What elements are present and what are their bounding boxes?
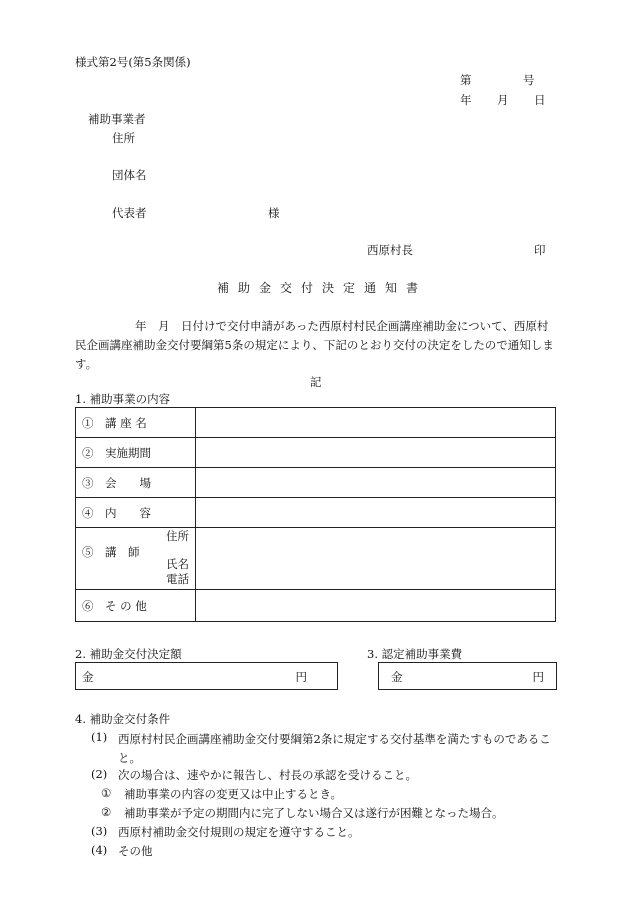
condition-2b-no: ② [101, 805, 112, 819]
row-label-period: ② 実施期間 [76, 438, 196, 468]
document-title: 補助金交付決定通知書 [217, 281, 428, 295]
condition-2a-no: ① [101, 786, 112, 800]
grant-amount-unit: 円 [295, 670, 307, 684]
recipient-address-label: 住所 [112, 131, 135, 145]
row-label-lecturer: ⑤ 講 師 [82, 544, 140, 559]
project-content-table [75, 407, 556, 622]
lecturer-sub-address: 住所 [166, 528, 189, 543]
grant-amount-prefix: 金 [82, 670, 94, 684]
table-row [76, 468, 556, 498]
condition-3-no: (3) [91, 824, 108, 838]
recipient-rep-label: 代表者 [112, 206, 147, 220]
table-row [76, 590, 556, 622]
doc-no-go: 号 [523, 73, 535, 87]
lecturer-sub-phone: 電話 [166, 571, 189, 586]
body-paragraph: 年 月 日付けで交付申請があった西原村村民企画講座補助金について、西原村民企画講座補助金交付要綱第5条の規定により、下記のとおり交付の決定をしたので通知します。 [75, 319, 554, 371]
project-cost-box[interactable] [378, 662, 557, 690]
form-number: 様式第2号(第5条関係) [75, 55, 191, 69]
issuer-name: 西原村長 [367, 243, 413, 257]
course-name-field[interactable] [196, 408, 556, 438]
table-row [76, 408, 556, 438]
project-cost-prefix: 金 [391, 670, 403, 684]
date-day: 日 [534, 93, 546, 107]
condition-2a-text: 補助事業の内容の変更又は中止するとき。 [124, 787, 343, 801]
ki-mark: 記 [310, 375, 322, 389]
section1-heading: 1. 補助事業の内容 [75, 392, 171, 406]
date-year: 年 [460, 93, 472, 107]
doc-no-dai: 第 [460, 73, 472, 87]
table-row [76, 498, 556, 528]
period-field[interactable] [196, 438, 556, 468]
section4-heading: 4. 補助金交付条件 [75, 712, 171, 726]
section2-heading: 2. 補助金交付決定額 [75, 647, 182, 661]
row-label-venue: ③ 会 場 [76, 468, 196, 498]
row-label-course-name: ① 講 座 名 [76, 408, 196, 438]
issuer-seal: 印 [534, 243, 546, 257]
row-label-other: ⑥ そ の 他 [76, 590, 196, 622]
table-row [76, 528, 556, 590]
other-field[interactable] [196, 590, 556, 622]
grant-amount-box[interactable] [75, 662, 338, 690]
lecturer-sub-name: 氏名 [166, 557, 189, 571]
section3-heading: 3. 認定補助事業費 [367, 647, 463, 661]
project-cost-unit: 円 [532, 670, 544, 684]
condition-3-text: 西原村補助金交付規則の規定を遵守すること。 [118, 825, 360, 839]
date-month: 月 [497, 93, 509, 107]
recipient-org-label: 団体名 [112, 168, 147, 182]
condition-1-text-body: 西原村村民企画講座補助金交付要綱第2条に規定する交付基準を満たすものであること。 [118, 732, 551, 765]
recipient-sama: 様 [268, 206, 280, 220]
condition-2-text: 次の場合は、速やかに報告し、村長の承認を受けること。 [118, 768, 417, 782]
content-field[interactable] [196, 498, 556, 528]
condition-2-no: (2) [91, 767, 108, 781]
table-row [76, 438, 556, 468]
condition-1-no: (1) [91, 730, 108, 744]
condition-2b-text: 補助事業が予定の期間内に完了しない場合又は遂行が困難となった場合。 [124, 806, 504, 820]
venue-field[interactable] [196, 468, 556, 498]
condition-1-text [118, 730, 558, 768]
condition-4-text: その他 [118, 844, 153, 858]
lecturer-field[interactable] [196, 528, 556, 590]
condition-4-no: (4) [91, 843, 108, 857]
row-label-content: ④ 内 容 [76, 498, 196, 528]
recipient-heading: 補助事業者 [88, 112, 146, 126]
row-label-lecturer-cell [76, 528, 196, 590]
